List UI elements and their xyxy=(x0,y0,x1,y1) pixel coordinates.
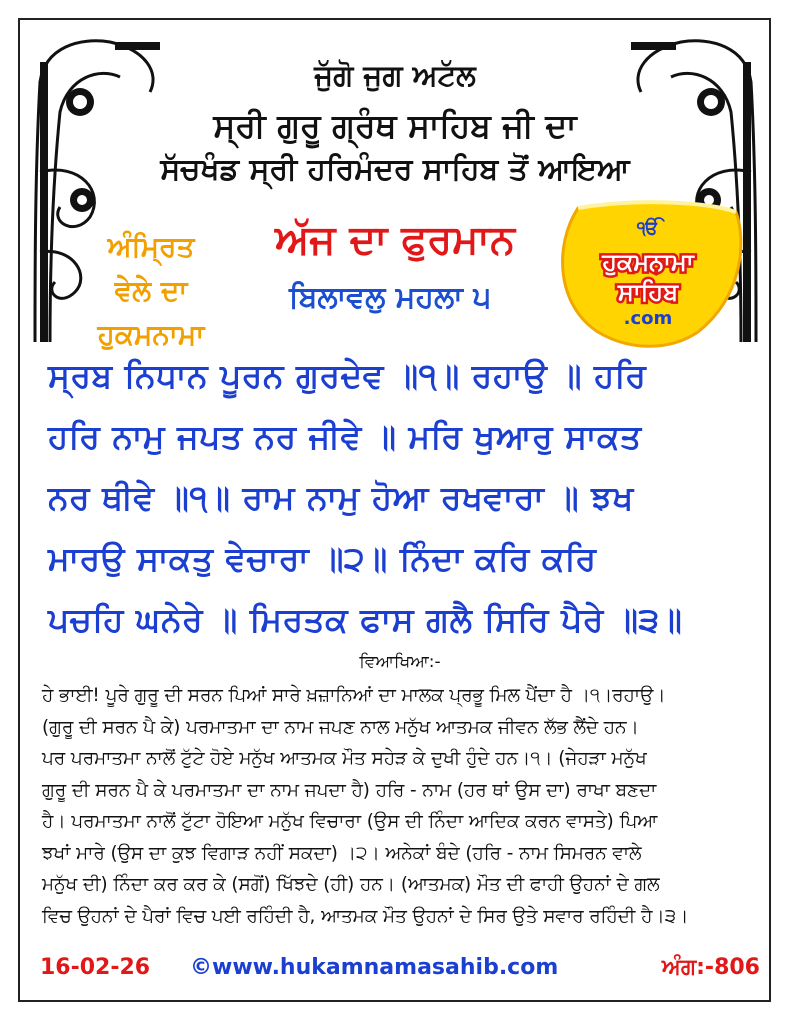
amrit-line-3: ਹੁਕਮਨਾਮਾ xyxy=(97,318,205,351)
shabad-text xyxy=(48,345,748,650)
vyakhia-line: ਝਖਾਂ ਮਾਰੇ (ਉਸ ਦਾ ਕੁਝ ਵਿਗਾੜ ਨਹੀਂ ਸਕਦਾ) ।੨। ਅਨੇਕਾਂ ਬੰਦੇ (ਹਰਿ - ਨਾਮ ਸਿਮਰਨ ਵਾਲੇ xyxy=(42,842,642,864)
vyakhia-line: ਮਨੁੱਖ ਦੀ) ਨਿੰਦਾ ਕਰ ਕਰ ਕੇ (ਸਗੋਂ) ਖਿੱਝਦੇ (ਹੀ) ਹਨ। (ਆਤਮਕ) ਮੌਤ ਦੀ ਫਾਹੀ ਉਹਨਾਂ ਦੇ ਗਲ xyxy=(42,874,660,895)
footer-ang-number: ਅੰਗ:-806 xyxy=(661,955,760,980)
hukamnama-logo-icon xyxy=(548,200,748,350)
footer-website-link[interactable]: ©www.hukamnamasahib.com xyxy=(190,955,559,980)
footer xyxy=(40,955,760,987)
amrit-line-1: ਅੰਮ੍ਰਿਤ xyxy=(107,230,195,263)
vyakhia-text xyxy=(42,680,757,932)
page-title: ਅੱਜ ਦਾ ਫੁਰਮਾਨ xyxy=(275,217,515,263)
header-line-2: ਸ੍ਰੀ ਗੁਰੂ ਗ੍ਰੰਥ ਸਾਹਿਬ ਜੀ ਦਾ xyxy=(213,106,577,145)
amrit-vele-label xyxy=(66,225,236,357)
vyakhia-line: ਪਰ ਪਰਮਾਤਮਾ ਨਾਲੋਂ ਟੁੱਟੇ ਹੋਏ ਮਨੁੱਖ ਆਤਮਕ ਮੌਤ ਸਹੇੜ ਕੇ ਦੁਖੀ ਹੁੰਦੇ ਹਨ।੧। (ਜੇਹੜਾ ਮਨੁੱਖ xyxy=(42,748,647,769)
shabad-line: ਹਰਿ ਨਾਮੁ ਜਪਤ ਨਰ ਜੀਵੇ ॥ ਮਰਿ ਖੁਆਰੁ ਸਾਕਤ xyxy=(48,417,642,456)
shabad-line: ਪਚਹਿ ਘਨੇਰੇ ॥ ਮਿਰਤਕ ਫਾਸ ਗਲੈ ਸਿਰਿ ਪੈਰੇ ॥੩॥ xyxy=(48,600,683,639)
vyakhia-heading: ਵਿਆਖਿਆ:- xyxy=(359,652,441,672)
header-line-3: ਸੱਚਖੰਡ ਸ੍ਰੀ ਹਰਿਮੰਦਰ ਸਾਹਿਬ ਤੋਂ ਆਇਆ xyxy=(160,152,630,187)
header-line-1: ਜੁੱਗੋ ਜੁਗ ਅਟੱਲ xyxy=(314,58,476,92)
logo-line-1: ਹੁਕਮਨਾਮਾ xyxy=(602,248,694,276)
footer-date: 16-02-26 xyxy=(40,955,151,980)
vyakhia-line: ਹੇ ਭਾਈ! ਪੂਰੇ ਗੁਰੂ ਦੀ ਸਰਨ ਪਿਆਂ ਸਾਰੇ ਖ਼ਜ਼ਾਨਿਆਂ ਦਾ ਮਾਲਕ ਪ੍ਰਭੂ ਮਿਲ ਪੈਂਦਾ ਹੈ ।੧।ਰਹਾਉ। xyxy=(42,685,666,706)
vyakhia-line: ਹੈ। ਪਰਮਾਤਮਾ ਨਾਲੋਂ ਟੁੱਟਾ ਹੋਇਆ ਮਨੁੱਖ ਵਿਚਾਰਾ (ਉਸ ਦੀ ਨਿੰਦਾ ਆਦਿਕ ਕਰਨ ਵਾਸਤੇ) ਪਿਆ xyxy=(42,811,658,832)
logo-line-2: ਸਾਹਿਬ xyxy=(617,278,679,306)
vyakhia-line: ਗੁਰੂ ਦੀ ਸਰਨ ਪੈ ਕੇ ਪਰਮਾਤਮਾ ਦਾ ਨਾਮ ਜਪਦਾ ਹੈ) ਹਰਿ - ਨਾਮ (ਹਰ ਥਾਂ ਉਸ ਦਾ) ਰਾਖਾ ਬਣਦਾ xyxy=(42,779,657,801)
shabad-line: ਨਰ ਥੀਵੇ ॥੧॥ ਰਾਮ ਨਾਮੁ ਹੋਆ ਰਖਵਾਰਾ ॥ ਝਖ xyxy=(48,478,634,517)
vyakhia-line: (ਗੁਰੂ ਦੀ ਸਰਨ ਪੈ ਕੇ) ਪਰਮਾਤਮਾ ਦਾ ਨਾਮ ਜਪਣ ਨਾਲ ਮਨੁੱਖ ਆਤਮਕ ਜੀਵਨ ਲੱਭ ਲੈਂਦੇ ਹਨ। xyxy=(42,716,639,738)
raag-subtitle: ਬਿਲਾਵਲੁ ਮਹਲਾ ੫ xyxy=(289,280,491,315)
vyakhia-line: ਵਿਚ ਉਹਨਾਂ ਦੇ ਪੈਰਾਂ ਵਿਚ ਪਈ ਰਹਿੰਦੀ ਹੈ, ਆਤਮਕ ਮੌਤ ਉਹਨਾਂ ਦੇ ਸਿਰ ਉਤੇ ਸਵਾਰ ਰਹਿੰਦੀ ਹੈ।੩। xyxy=(42,905,689,927)
shabad-line: ਮਾਰਉ ਸਾਕਤੁ ਵੇਚਾਰਾ ॥੨॥ ਨਿੰਦਾ ਕਰਿ ਕਰਿ xyxy=(48,539,597,578)
logo-line-3: .com xyxy=(623,308,673,329)
shabad-line: ਸ੍ਰਬ ਨਿਧਾਨ ਪੂਰਨ ਗੁਰਦੇਵ ॥੧॥ ਰਹਾਉ ॥ ਹਰਿ xyxy=(48,356,647,395)
amrit-line-2: ਵੇਲੇ ਦਾ xyxy=(114,274,188,307)
logo-symbol: ੴ xyxy=(637,218,659,239)
